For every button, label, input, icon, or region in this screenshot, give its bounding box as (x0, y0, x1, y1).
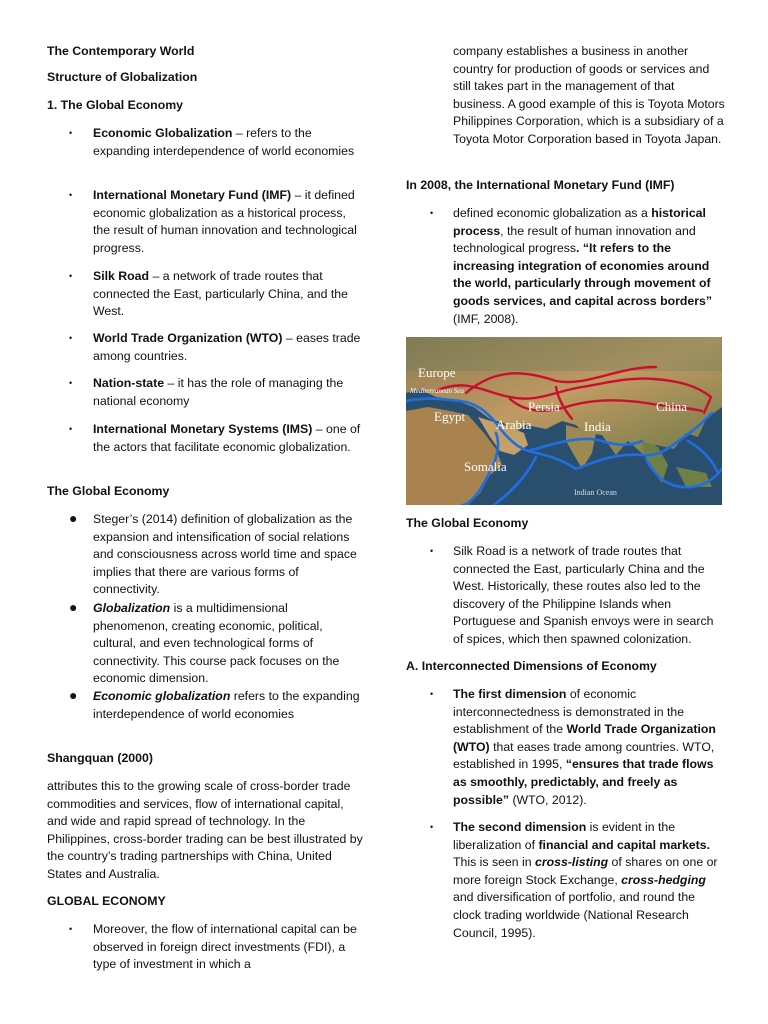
section-heading: The Global Economy (406, 516, 529, 530)
bullet-icon: • (69, 924, 73, 934)
bullet-icon: • (430, 689, 434, 699)
map-label-ocean: Indian Ocean (574, 488, 617, 497)
bullet-icon: • (69, 424, 73, 434)
bullet-icon: • (69, 271, 73, 281)
map-label-india: India (584, 419, 611, 434)
bullet-icon: ● (69, 510, 78, 526)
sub-title: 1. The Global Economy (47, 98, 183, 112)
section-heading: In 2008, the International Monetary Fund (IMF) (406, 178, 675, 192)
map-label-china: China (656, 399, 688, 414)
section-heading: Shangquan (2000) (47, 751, 153, 765)
bullet-icon: • (430, 208, 434, 218)
section-heading: GLOBAL ECONOMY (47, 894, 166, 908)
section-title: Structure of Globalization (47, 70, 198, 84)
paragraph: company establishes a business in another country for production of goods or services and still takes part in the management of that business. A good example of this is Toyota Motors Philippines Corporation, which is a subsidiary of a Toyota Motor Corporation based in Toyota Japan. (453, 44, 725, 146)
bullet-icon: • (69, 128, 73, 138)
silk-road-map-svg (406, 337, 722, 505)
section-heading: A. Interconnected Dimensions of Economy (406, 659, 657, 673)
bullet-icon: ● (69, 687, 78, 703)
bullet-icon: • (430, 822, 434, 832)
paragraph: attributes this to the growing scale of cross-border trade commodities and services, flow of international capital, and wide and rapid spread of technology. In the Philippines, cross-border trading can be best illustrated by the country’s trading partnerships with China, United States and Australia. (47, 779, 363, 881)
map-label-persia: Persia (528, 399, 560, 414)
bullet-icon: • (69, 378, 73, 388)
silk-road-map (406, 337, 722, 505)
bullet-icon: ● (69, 599, 78, 615)
map-label-egypt: Egypt (434, 409, 466, 424)
map-label-arabia: Arabia (496, 417, 532, 432)
course-title: The Contemporary World (47, 44, 195, 58)
bullet-icon: • (430, 546, 434, 556)
section-heading: The Global Economy (47, 484, 170, 498)
map-label-sea: Mediterranean Sea (410, 387, 464, 395)
map-label-somalia: Somalia (464, 459, 507, 474)
bullet-icon: • (69, 333, 73, 343)
map-label-europe: Europe (418, 365, 456, 380)
bullet-icon: • (69, 190, 73, 200)
